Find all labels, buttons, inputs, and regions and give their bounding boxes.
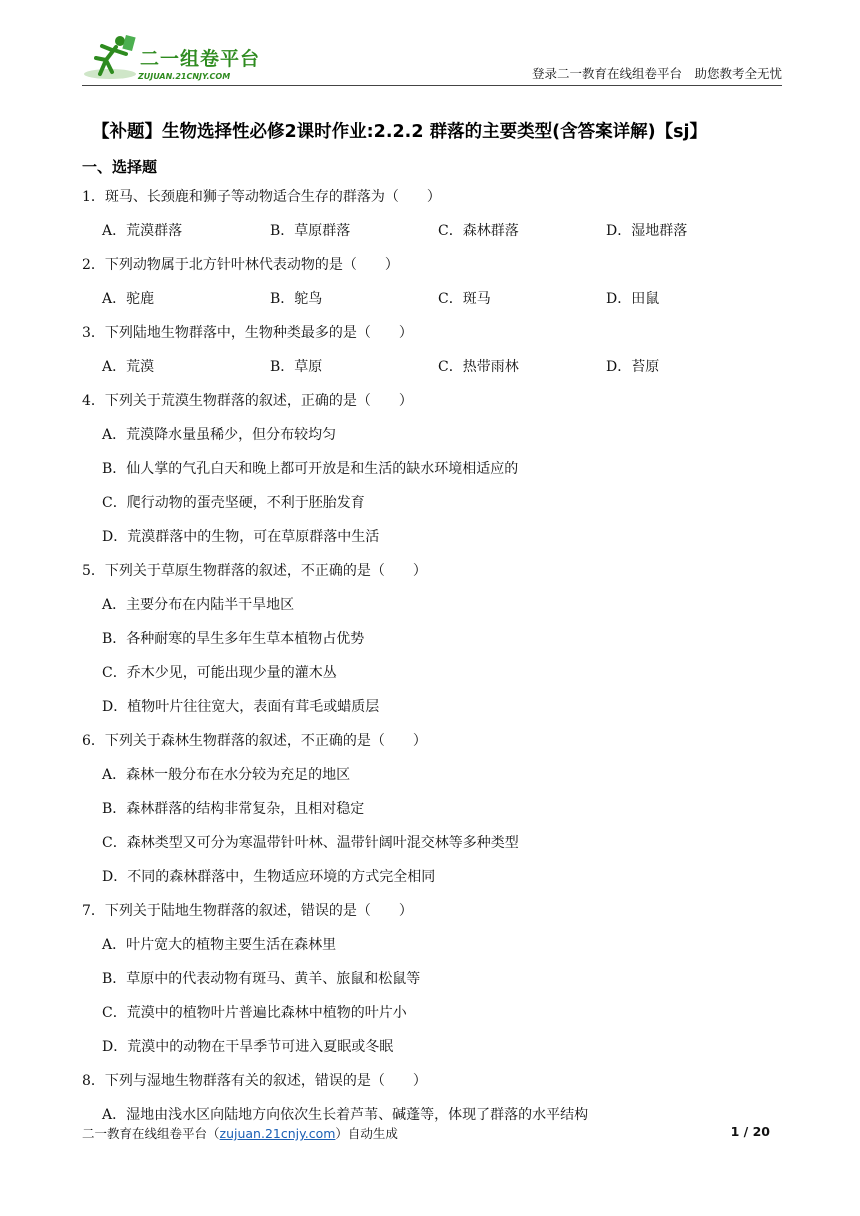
question-stem: 4．下列关于荒漠生物群落的叙述，正确的是（ ）	[82, 393, 413, 409]
header-slogan: 登录二一教育在线组卷平台 助您教考全无忧	[531, 66, 782, 81]
site-logo[interactable]	[82, 32, 292, 84]
option: B．森林群落的结构非常复杂，且相对稳定	[102, 801, 365, 817]
question-stem: 7．下列关于陆地生物群落的叙述，错误的是（ ）	[82, 903, 413, 919]
option: C．森林群落	[438, 223, 519, 239]
question-stem: 1．斑马、长颈鹿和狮子等动物适合生存的群落为（ ）	[82, 189, 441, 205]
page-footer	[82, 1124, 782, 1146]
question-list	[82, 180, 782, 1132]
option: A．驼鹿	[102, 291, 155, 307]
question-stem: 5．下列关于草原生物群落的叙述，不正确的是（ ）	[82, 563, 427, 579]
option: A．湿地由浅水区向陆地方向依次生长着芦苇、碱蓬等，体现了群落的水平结构	[102, 1107, 589, 1123]
option: B．草原	[270, 359, 323, 375]
question-stem: 6．下列关于森林生物群落的叙述，不正确的是（ ）	[82, 733, 427, 749]
option: D．不同的森林群落中，生物适应环境的方式完全相同	[102, 869, 436, 885]
option: A．叶片宽大的植物主要生活在森林里	[102, 937, 337, 953]
logo-subtext: ZUJUAN.21CNJY.COM	[138, 72, 231, 81]
option: B．仙人掌的气孔白天和晚上都可开放是和生活的缺水环境相适应的	[102, 461, 519, 477]
option: C．荒漠中的植物叶片普遍比森林中植物的叶片小	[102, 1005, 407, 1021]
footer-site-link[interactable]: zujuan.21cnjy.com	[219, 1126, 336, 1141]
option: D．植物叶片往往宽大，表面有茸毛或蜡质层	[102, 699, 380, 715]
option: C．热带雨林	[438, 359, 519, 375]
option: D．荒漠中的动物在干旱季节可进入夏眠或冬眠	[102, 1039, 394, 1055]
option-row	[82, 214, 782, 248]
option: C．斑马	[438, 291, 491, 307]
option: C．爬行动物的蛋壳坚硬，不利于胚胎发育	[102, 495, 365, 511]
option: D．荒漠群落中的生物，可在草原群落中生活	[102, 529, 380, 545]
option: B．草原群落	[270, 223, 351, 239]
header-divider	[82, 85, 782, 86]
option: A．主要分布在内陆半干旱地区	[102, 597, 295, 613]
option: A．荒漠群落	[102, 223, 183, 239]
question-stem: 8．下列与湿地生物群落有关的叙述，错误的是（ ）	[82, 1073, 427, 1089]
page-title: 【补题】生物选择性必修2课时作业:2.2.2 群落的主要类型(含答案详解)【sj】	[92, 122, 708, 142]
option-row	[82, 282, 782, 316]
option: B．草原中的代表动物有斑马、黄羊、旅鼠和松鼠等	[102, 971, 421, 987]
option: A．荒漠降水量虽稀少，但分布较均匀	[102, 427, 337, 443]
option: B．鸵鸟	[270, 291, 323, 307]
footer-suffix: ）自动生成	[335, 1126, 398, 1141]
option-row	[82, 350, 782, 384]
option: D．湿地群落	[606, 223, 688, 239]
section-heading: 一、选择题	[82, 158, 158, 176]
option: A．荒漠	[102, 359, 155, 375]
question-stem: 2．下列动物属于北方针叶林代表动物的是（ ）	[82, 257, 399, 273]
option: C．森林类型又可分为寒温带针叶林、温带针阔叶混交林等多种类型	[102, 835, 519, 851]
footer-source	[82, 1124, 398, 1142]
logo-text: 二一组卷平台	[140, 48, 261, 70]
footer-prefix: 二一教育在线组卷平台（	[82, 1126, 220, 1141]
option: A．森林一般分布在水分较为充足的地区	[102, 767, 351, 783]
runner-logo-icon	[82, 32, 138, 82]
question-stem: 3．下列陆地生物群落中，生物种类最多的是（ ）	[82, 325, 413, 341]
page-number: 1 / 20	[730, 1124, 770, 1139]
option: D．苔原	[606, 359, 660, 375]
option: B．各种耐寒的旱生多年生草本植物占优势	[102, 631, 365, 647]
option: C．乔木少见，可能出现少量的灌木丛	[102, 665, 337, 681]
page-header	[82, 28, 782, 86]
option: D．田鼠	[606, 291, 660, 307]
